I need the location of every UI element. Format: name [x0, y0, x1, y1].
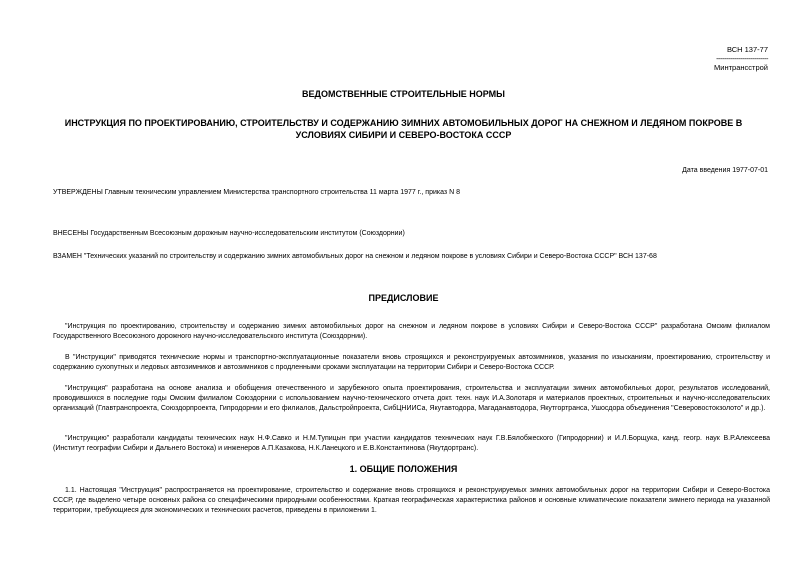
introduced-keyword: ВНЕСЕНЫ	[53, 230, 89, 237]
preface-paragraph-1: "Инструкция по проектированию, строительству и содержанию зимних автомобильных дорог на снежном и ледяном покрове в условиях Сибири и Северо-Востока СССР" разработана Омским филиалом Государственного Всесоюзного дорожного научно-исследовательского института (Союздорнии).	[53, 323, 770, 340]
replaces-text: "Технических указаний по строительству и содержанию зимних автомобильных дорог на снежном и ледяном покрове в условиях Сибири и Северо-Востока СССР" ВСН 137-68	[81, 253, 657, 260]
preface-heading: ПРЕДИСЛОВИЕ	[368, 293, 439, 303]
introduced-text: Государственным Всесоюзным дорожным научно-исследовательским институтом (Союздорнии)	[88, 230, 405, 237]
approved-text: Главным техническим управлением Министерства транспортного строительства 11 марта 1977 г., приказ N 8	[102, 189, 460, 196]
norms-title: ВЕДОМСТВЕННЫЕ СТРОИТЕЛЬНЫЕ НОРМЫ	[302, 89, 505, 99]
code-divider: --------------------------	[716, 54, 768, 63]
document-title: ИНСТРУКЦИЯ ПО ПРОЕКТИРОВАНИЮ, СТРОИТЕЛЬСТВУ И СОДЕРЖАНИЮ ЗИМНИХ АВТОМОБИЛЬНЫХ ДОРОГ НА СНЕЖНОМ И ЛЕДЯНОМ ПОКРОВЕ В УСЛОВИЯХ СИБИРИ И СЕВЕРО-ВОСТОКА СССР	[64, 118, 743, 140]
replaces-line	[53, 252, 657, 261]
section-1-heading: 1. ОБЩИЕ ПОЛОЖЕНИЯ	[349, 464, 458, 474]
approved-line	[53, 188, 460, 197]
introduced-line	[53, 229, 405, 238]
effective-date: Дата введения 1977-07-01	[682, 167, 768, 174]
preface-paragraph-4: "Инструкцию" разработали кандидаты технических наук Н.Ф.Савко и Н.М.Тупицын при участии кандидатов технических наук Г.В.Бялобжеского (Гипродорнии) и И.Л.Борщука, канд. геогр. наук В.Р.Алексеева (Институт географии Сибири и Дальнего Востока) и инженеров А.П.Казакова, Н.К.Ланецкого и Е.В.Константинова (Якутдортранс).	[53, 435, 770, 452]
approved-keyword: УТВЕРЖДЕНЫ	[53, 189, 103, 196]
replaces-keyword: ВЗАМЕН	[53, 253, 82, 260]
issuing-agency: Минтрансстрой	[714, 63, 768, 72]
document-code: ВСН 137-77	[726, 45, 768, 54]
preface-paragraph-2: В "Инструкции" приводятся технические нормы и транспортно-эксплуатационные показатели вновь строящихся и реконструируемых автозимников, указания по изысканиям, проектированию, строительству и содержанию сухопутных и ледовых автозимников и автозимников с продленными сроками эксплуатации на территории Сибири и Северо-Востока СССР.	[53, 354, 770, 371]
document-code-block	[714, 45, 768, 72]
preface-paragraph-3: "Инструкция" разработана на основе анализа и обобщения отечественного и зарубежного опыта проектирования, строительства и эксплуатации зимних автомобильных дорог, результатов исследований, проводившихся в последние годы Омским филиалом Союздорнии с использованием научно-технического отчета докт. техн. наук И.А.Золотаря и материалов проектных, строительных и научно-исследовательских организаций (Главтранспроекта, Союздорпроекта, Гипродорнии и его филиалов, Дальстройпроекта, СибЦНИИСа, Якутавтодора, Магаданавтодора, Якутгортранса, Ушосдора объединения "Северовостокзолото" и др.).	[53, 385, 770, 412]
section-1-paragraph-1: 1.1. Настоящая "Инструкция" распространяется на проектирование, строительство и содержание вновь строящихся и реконструируемых зимних автомобильных дорог на территории Сибири и Северо-Востока СССР, где выделено четыре основных района со специфическими природными особенностями. Краткая географическая характеристика районов и основные климатические показатели зимнего периода на указанной территории, требующиеся для экономических и технических расчетов, приведены в приложении 1.	[53, 487, 770, 514]
